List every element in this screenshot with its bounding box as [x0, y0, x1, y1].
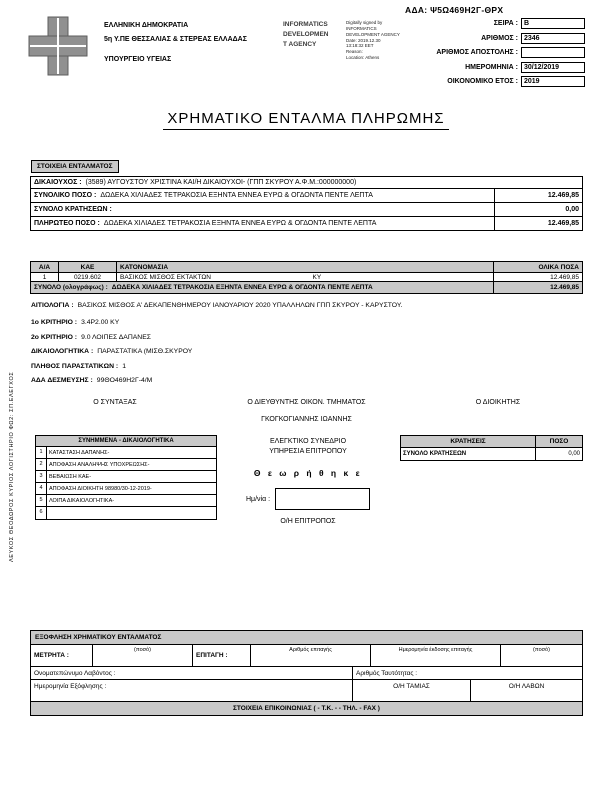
list-item: 1 ΚΑΤΑΣΤΑΣΗ ΔΑΠΑΝΗΣ- — [36, 447, 216, 459]
deductions-value: 0,00 — [494, 203, 582, 216]
attachments-header: ΣΥΝΗΜΜΕΝΑ - ΔΙΚΑΙΟΛΟΓΗΤΙΚΑ — [36, 436, 216, 447]
field-number-value: 2346 — [521, 33, 585, 44]
field-fiscal-year-value: 2019 — [521, 76, 585, 87]
settlement-block — [30, 630, 583, 716]
org-ministry: ΥΠΟΥΡΓΕΙΟ ΥΓΕΙΑΣ — [104, 56, 172, 63]
field-date-value: 30/12/2019 — [521, 62, 585, 73]
field-dispatch-number-value — [521, 47, 585, 58]
margin-vertical-note: ΛΕΥΚΟΣ ΘΕΟΔΩΡΟΣ ΚΥΡΙΟΣ ΛΟΓΙΣΤΗΡΙΟ ΦΩ2: ΣΠ.ΕΛΕΓΧΟΣ — [9, 371, 15, 562]
field-number: ΑΡΙΘΜΟΣ : 2346 — [436, 33, 585, 44]
beneficiary-row — [30, 176, 583, 189]
list-item: 3 ΒΕΒΑΙΩΣΗ ΚΑΕ- — [36, 471, 216, 483]
deductions-label: ΣΥΝΟΛΟ ΚΡΑΤΗΣΕΩΝ : — [34, 206, 112, 213]
field-series-value: Β — [521, 18, 585, 29]
row-kae: 0219.602 — [59, 273, 117, 281]
col-name: ΚΑΤΟΝΟΜΑΣΙΑ — [117, 262, 494, 272]
cheque-number-cell: Αριθμός επιταγής — [251, 645, 371, 666]
field-series: ΣΕΙΡΑ : Β — [436, 18, 585, 29]
signature-agency-name: INFORMATICS DEVELOPMEN T AGENCY — [283, 21, 329, 48]
audit-date-label: Ημ/νία : — [245, 495, 271, 503]
signatures-row — [30, 399, 583, 423]
field-dispatch-number: ΑΡΙΘΜΟΣ ΑΠΟΣΤΟΛΗΣ : — [436, 47, 585, 58]
deductions-total-row: ΣΥΝΟΛΟ ΚΡΑΤΗΣΕΩΝ 0,00 — [401, 448, 582, 460]
cash-label: ΜΕΤΡΗΤΑ : — [31, 645, 93, 666]
payable-amount-label: ΠΛΗΡΩΤΕΟ ΠΟΣΟ : — [34, 220, 100, 227]
expense-code-table — [30, 262, 583, 294]
beneficiary-value: (3589) ΑΥΓΟΥΣΤΟΥ ΧΡΙΣΤΙΝΑ ΚΑΙ/Η ΔΙΚΑΙΟΥΧΟΙ- (ΓΠΠ ΣΚΥΡΟΥ Α.Φ.Μ.:000000000) — [85, 179, 357, 186]
audit-date-box — [275, 488, 370, 510]
criterion-1-line: 1ο ΚΡΙΤΗΡΙΟ : 3.4Ρ2.00 ΚΥ — [31, 319, 120, 326]
org-health-region: 5η Υ.ΠΕ ΘΕΣΣΑΛΙΑΣ & ΣΤΕΡΕΑΣ ΕΛΛΑΔΑΣ — [104, 36, 247, 43]
total-amount-row — [30, 188, 583, 203]
warrant-detail-lines — [31, 302, 583, 392]
list-item: 4 ΑΠΟΦΑΣΗ ΔΙΟΙΚΗΤΗ 98980/30-12-2019- — [36, 483, 216, 495]
total-amount-words: ΔΩΔΕΚΑ ΧΙΛΙΑΔΕΣ ΤΕΤΡΑΚΟΣΙΑ ΕΞΗΝΤΑ ΕΝΝΕΑ ΕΥΡΩ & ΟΓΔΟΝΤΑ ΠΕΝΤΕ ΛΕΠΤΑ — [100, 192, 373, 199]
commitment-ada-line: ΑΔΑ ΔΕΣΜΕΥΣΗΣ : 99ΘΟ469Η2Γ-4/Μ — [31, 377, 153, 384]
deductions-col-header: ΚΡΑΤΗΣΕΙΣ — [401, 436, 536, 447]
deductions-row — [30, 202, 583, 217]
commissioner-service-line: ΥΠΗΡΕΣΙΑ ΕΠΙΤΡΟΠΟΥ — [269, 448, 347, 455]
health-cross-logo — [28, 16, 88, 76]
list-item: 5 ΛΟΙΠΑ ΔΙΚΑΙΟΛΟΓΗΤΙΚΑ- — [36, 495, 216, 507]
governor-title: Ο ΔΙΟΙΚΗΤΗΣ — [475, 399, 521, 406]
total-amount-label: ΣΥΝΟΛΙΚΟ ΠΟΣΟ : — [34, 192, 97, 199]
warrant-info-table — [30, 176, 583, 231]
justification-line: ΑΙΤΙΟΛΟΓΙΑ : ΒΑΣΙΚΟΣ ΜΙΣΘΟΣ Α' ΔΕΚΑΠΕΝΘΗΜΕΡΟΥ ΙΑΝΟΥΑΡΙΟΥ 2020 ΥΠΑΛΛΗΛΩΝ ΓΠΠ ΣΚΥΡΟΥ - ΚΑΡΥΣΤΟΥ. — [31, 302, 403, 309]
contact-info-bar: ΣΤΟΙΧΕΙΑ ΕΠΙΚΟΙΝΩΝΙΑΣ ( - Τ.Κ. - - ΤΗΛ. - FAX ) — [31, 702, 582, 715]
col-aa: Α/Α — [31, 262, 59, 272]
recipient-signature-label: Ο/Η ΛΑΒΩΝ — [508, 683, 545, 690]
settlement-header: ΕΞΟΦΛΗΣΗ ΧΡΗΜΑΤΙΚΟΥ ΕΝΤΑΛΜΑΤΟΣ — [31, 631, 582, 645]
payable-amount-row — [30, 216, 583, 231]
payment-date-label: Ημερομηνία Εξόφλησης : — [31, 680, 353, 701]
recipient-name-label: Ονοματεπώνυμο Λαβόντος : — [31, 667, 353, 679]
warrant-details-section-label: ΣΤΟΙΧΕΙΑ ΕΝΤΑΛΜΑΤΟΣ — [31, 160, 119, 173]
digital-signature-stamp — [283, 20, 408, 61]
finance-director-title: Ο ΔΙΕΥΘΥΝΤΗΣ ΟΙΚΟΝ. ΤΜΗΜΑΤΟΣ — [247, 399, 366, 406]
table-row — [30, 272, 583, 282]
field-date: ΗΜΕΡΟΜΗΝΙΑ : 30/12/2019 — [436, 62, 585, 73]
audit-court-box — [226, 438, 390, 525]
page-title: ΧΡΗΜΑΤΙΚΟ ΕΝΤΑΛΜΑ ΠΛΗΡΩΜΗΣ — [0, 110, 612, 127]
issuing-authority — [104, 22, 247, 63]
table-total-amount: 12.469,85 — [550, 284, 579, 291]
cheque-amount-cell: (ποσό) — [533, 647, 550, 653]
col-amount: ΟΛΙΚΑ ΠΟΣΑ — [538, 263, 579, 271]
payable-amount-value: 12.469,85 — [494, 217, 582, 230]
commissioner-signature-label: Ο/Η ΕΠΙΤΡΟΠΟΣ — [280, 518, 336, 525]
supporting-docs-line: ΔΙΚΑΙΟΛΟΓΗΤΙΚΑ : ΠΑΡΑΣΤΑΤΙΚΑ (ΜΙΣΘ.ΣΚΥΡΟΥ — [31, 348, 193, 355]
table-total-row — [30, 281, 583, 294]
approved-stamp-text: Θ ε ω ρ ή θ η κ ε — [253, 468, 363, 478]
docs-count-line: ΠΛΗΘΟΣ ΠΑΡΑΣΤΑΤΙΚΩΝ : 1 — [31, 362, 126, 370]
deductions-table — [400, 435, 583, 461]
row-amount: 12.469,85 — [550, 273, 579, 281]
attachments-table — [35, 435, 217, 520]
ada-code: ΑΔΑ: Ψ5Ω469Η2Γ-ΘΡΧ — [405, 5, 504, 15]
finance-director-name: ΓΚΟΓΚΟΓΙΑΝΝΗΣ ΙΩΑΝΝΗΣ — [261, 416, 352, 423]
row-aa: 1 — [31, 273, 59, 281]
amount-col-header: ΠΟΣΟ — [549, 438, 569, 445]
id-number-label: Αριθμός Ταυτότητας : — [356, 669, 418, 677]
cashier-signature-label: Ο/Η ΤΑΜΙΑΣ — [353, 680, 471, 701]
header-fields — [436, 18, 585, 91]
cheque-label: ΕΠΙΤΑΓΗ : — [193, 645, 251, 666]
cross-icon — [28, 16, 88, 76]
audit-court-line: ΕΛΕΓΚΤΙΚΟ ΣΥΝΕΔΡΙΟ — [269, 438, 347, 445]
row-ky: ΚΥ — [312, 273, 322, 281]
col-kae: ΚΑΕ — [59, 262, 117, 272]
field-fiscal-year: ΟΙΚΟΝΟΜΙΚΟ ΕΤΟΣ : 2019 — [436, 76, 585, 87]
expense-table-header — [30, 261, 583, 273]
cash-amount-cell: (ποσό) — [93, 645, 193, 666]
list-item: 6 — [36, 507, 216, 519]
list-item: 2 ΑΠΟΦΑΣΗ ΑΝΑΛΗΨΗΣ ΥΠΟΧΡΕΩΣΗΣ- — [36, 459, 216, 471]
cheque-date-cell: Ημερομηνία έκδοσης επιταγής — [371, 645, 501, 666]
signature-details: Digitally signed by INFORMATICS DEVELOPMENT AGENCY Date: 2019.12.30 13:18:32 EET Reason: Location: Athens — [346, 20, 400, 61]
beneficiary-label: ΔΙΚΑΙΟΥΧΟΣ : — [34, 179, 82, 186]
org-republic: ΕΛΛΗΝΙΚΗ ΔΗΜΟΚΡΑΤΙΑ — [104, 22, 189, 29]
payable-amount-words: ΔΩΔΕΚΑ ΧΙΛΙΑΔΕΣ ΤΕΤΡΑΚΟΣΙΑ ΕΞΗΝΤΑ ΕΝΝΕΑ ΕΥΡΩ & ΟΓΔΟΝΤΑ ΠΕΝΤΕ ΛΕΠΤΑ — [103, 220, 377, 227]
table-total-words: ΔΩΔΕΚΑ ΧΙΛΙΑΔΕΣ ΤΕΤΡΑΚΟΣΙΑ ΕΞΗΝΤΑ ΕΝΝΕΑ ΕΥΡΩ & ΟΓΔΟΝΤΑ ΠΕΝΤΕ ΛΕΠΤΑ — [111, 284, 373, 291]
drafter-title: Ο ΣΥΝΤΑΞΑΣ — [93, 399, 137, 406]
row-name: ΒΑΣΙΚΟΣ ΜΙΣΘΟΣ ΕΚΤΑΚΤΩΝ — [120, 273, 211, 281]
criterion-2-line: 2ο ΚΡΙΤΗΡΙΟ : 9.0 ΛΟΙΠΕΣ ΔΑΠΑΝΕΣ — [31, 333, 151, 341]
total-amount-value: 12.469,85 — [494, 189, 582, 202]
table-total-label: ΣΥΝΟΛΟ (ολογράφως) : — [34, 284, 108, 291]
